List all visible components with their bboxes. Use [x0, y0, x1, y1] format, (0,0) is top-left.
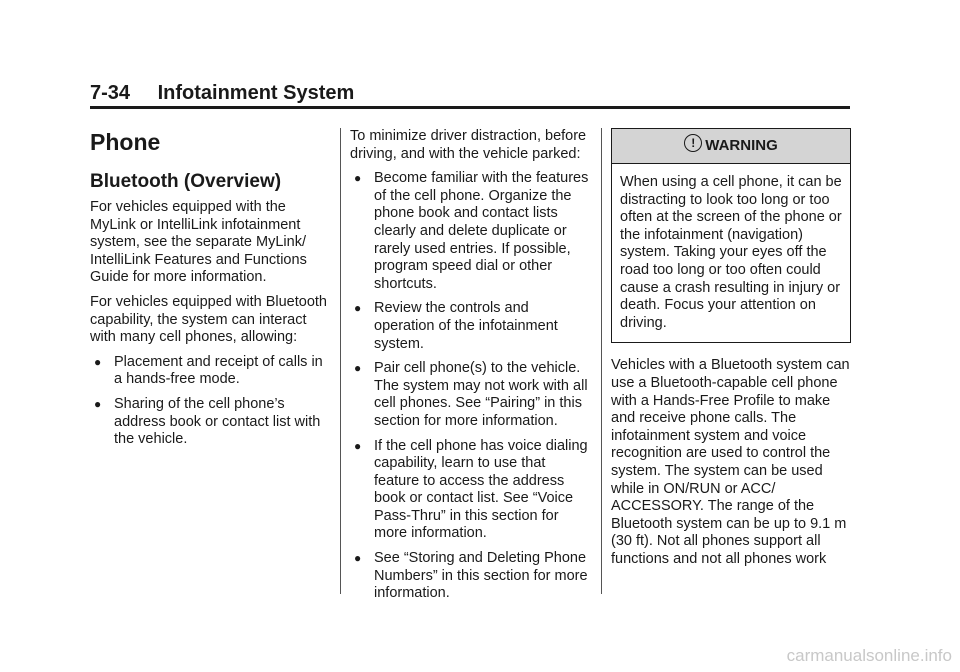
- list-item-text: See “Storing and Deleting Phone Numbers” in this section for more information.: [374, 550, 588, 602]
- warning-text: When using a cell phone, it can be distracting to look too long or too often at the screen of the phone or the infotainment (navigation) system. Taking your eyes off the road too long or too often could cause a crash resulting in injury or death. Focus your attention on driving.: [620, 174, 842, 331]
- list-item-text: Become familiar with the features of the cell phone. Organize the phone book and contact lists clearly and delete duplicate or rarely used entries. If possible, program speed dial or other shortcuts.: [374, 170, 589, 292]
- page-number: 7-34: [90, 82, 131, 104]
- paragraph: For vehicles equipped with Bluetooth capability, the system can interact with many cell phones, allowing:: [90, 293, 327, 346]
- subsection-title: Bluetooth (Overview): [90, 171, 282, 192]
- bullet-icon: ●: [354, 438, 362, 453]
- column-1: [90, 128, 330, 456]
- paragraph: For vehicles equipped with the MyLink or IntelliLink infotainment system, see the separate MyLink/ IntelliLink Features and Functions Guide for more information.: [90, 199, 307, 286]
- bullet-list: [90, 354, 330, 449]
- list-item-text: Placement and receipt of calls in a hands-free mode.: [114, 353, 323, 388]
- list-item: [90, 396, 330, 449]
- chapter-title: Infotainment System: [157, 82, 355, 104]
- list-item: [350, 170, 590, 293]
- bullet-list: [350, 170, 590, 603]
- warning-header: [612, 129, 850, 164]
- bullet-icon: ●: [94, 396, 102, 411]
- column-2: [350, 128, 590, 610]
- list-item-text: Pair cell phone(s) to the vehicle. The system may not work with all cell phones. See “Pairing” in this section for more information.: [374, 360, 588, 429]
- bullet-icon: ●: [94, 354, 102, 369]
- column-divider-right: [601, 128, 602, 594]
- list-item: [350, 360, 590, 430]
- paragraph: Vehicles with a Bluetooth system can use a Bluetooth-capable cell phone with a Hands-Free Profile to make and receive phone calls. The infotainment system and voice recognition are used to control the system. The system can be used while in ON/RUN or ACC/ ACCESSORY. The range of the Bluetooth system can be up to 9.1 m (30 ft). Not all phones support all functions and not all phones work: [611, 357, 850, 567]
- warning-label: WARNING: [705, 137, 778, 154]
- list-item: [350, 550, 590, 603]
- paragraph: To minimize driver distraction, before driving, and with the vehicle parked:: [350, 128, 587, 162]
- bullet-icon: ●: [354, 301, 362, 316]
- list-item-text: Review the controls and operation of the infotainment system.: [374, 300, 558, 352]
- list-item: [90, 354, 330, 389]
- list-item-text: If the cell phone has voice dialing capability, learn to use that feature to access the address book or contact list. See “Voice Pass-Thru” in this section for more information.: [374, 437, 588, 542]
- warning-box: [611, 128, 851, 343]
- column-divider-left: [340, 128, 341, 594]
- warning-icon: !: [684, 134, 702, 152]
- list-item-text: Sharing of the cell phone’s address book or contact list with the vehicle.: [114, 395, 321, 448]
- bullet-icon: ●: [354, 171, 362, 186]
- watermark: carmanualsonline.info: [786, 646, 952, 665]
- list-item: [350, 438, 590, 544]
- bullet-icon: ●: [354, 361, 362, 376]
- bullet-icon: ●: [354, 551, 362, 566]
- list-item: [350, 300, 590, 353]
- section-title: Phone: [90, 129, 161, 155]
- column-3: [611, 128, 851, 575]
- page-header: [90, 80, 850, 109]
